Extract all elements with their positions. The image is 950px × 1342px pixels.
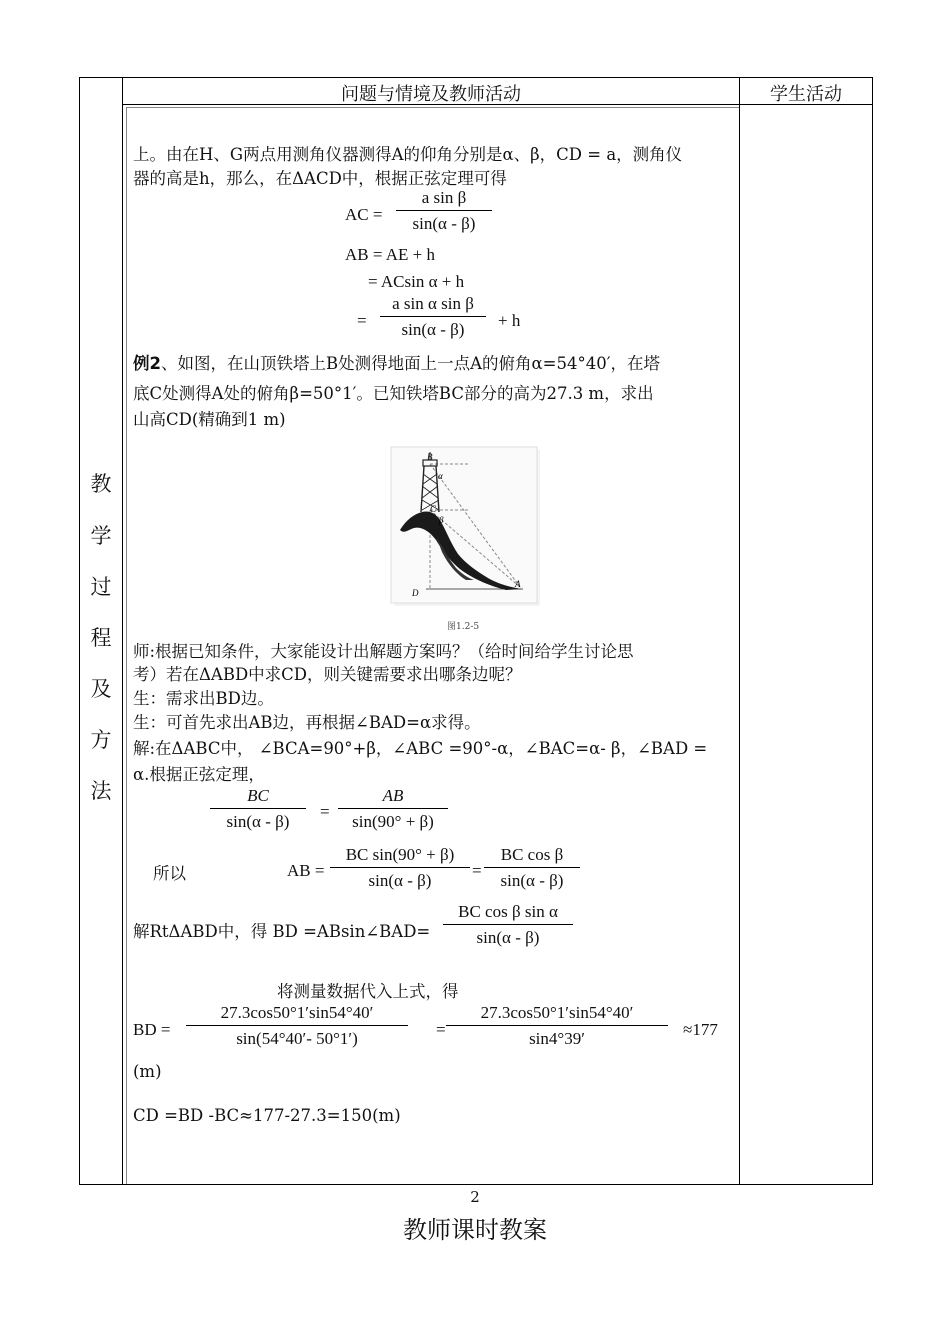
para1-line2: 器的高是h，那么，在ΔACD中，根据正弦定理可得 bbox=[133, 169, 507, 188]
side-label-char-2: 学 bbox=[90, 524, 112, 548]
bd-unit: (m) bbox=[133, 1062, 162, 1081]
bd-result: ≈177 bbox=[683, 1020, 718, 1039]
bd-value-fraction-1 bbox=[186, 1003, 408, 1049]
document-title: 教师课时教案 bbox=[403, 1216, 547, 1244]
sine-law-fraction-bc bbox=[210, 786, 306, 832]
ab2-lhs: AB = bbox=[287, 861, 325, 880]
bd-value-fraction-2-numerator: 27.3cos50°1′sin54°40′ bbox=[446, 1003, 668, 1026]
example2-label: 例2 bbox=[133, 354, 161, 373]
bd-value-fraction-2-denominator: sin4°39′ bbox=[529, 1029, 585, 1048]
figure-label-alpha: α bbox=[438, 471, 443, 481]
bd-value-fraction-2 bbox=[446, 1003, 668, 1049]
sine-law-ab-numerator: AB bbox=[338, 786, 448, 809]
so-label: 所以 bbox=[153, 864, 186, 883]
bd-lhs: BD = bbox=[133, 1020, 171, 1039]
bd-fraction bbox=[443, 902, 573, 948]
bd-value-fraction-1-numerator: 27.3cos50°1′sin54°40′ bbox=[186, 1003, 408, 1026]
teacher-line2: 考）若在ΔABD中求CD，则关键需要求出哪条边呢？ bbox=[133, 665, 522, 684]
student-line2: 生：可首先求出AB边，再根据∠BAD=α求得。 bbox=[133, 713, 481, 732]
mountain-tower-figure bbox=[390, 446, 542, 608]
ab-line3-eq: = bbox=[357, 311, 367, 330]
rt-triangle-text: 解RtΔABD中，得 BD =ABsin∠BAD= bbox=[133, 922, 431, 941]
ab2-fraction-1-denominator: sin(α - β) bbox=[368, 871, 432, 890]
figure-caption: 图1.2-5 bbox=[447, 622, 480, 632]
table-content-left-rule bbox=[126, 107, 127, 1184]
example2-line1 bbox=[133, 350, 660, 374]
table-header-rule-inner bbox=[126, 107, 739, 108]
side-label-char-6: 方 bbox=[90, 728, 112, 752]
ab2-fraction-2-denominator: sin(α - β) bbox=[500, 871, 564, 890]
table-border-right bbox=[872, 77, 873, 1185]
side-label-char-1: 教 bbox=[90, 472, 112, 496]
side-label-char-3: 过 bbox=[90, 575, 112, 599]
ab-numerator: a sin α sin β bbox=[380, 294, 486, 317]
substitute-text: 将测量数据代入上式，得 bbox=[277, 982, 459, 1001]
figure-label-d: D bbox=[412, 588, 419, 598]
example2-line3: 山高CD(精确到1 m) bbox=[133, 410, 286, 429]
ab-denominator: sin(α - β) bbox=[401, 320, 465, 339]
ab2-eq: = bbox=[472, 861, 482, 880]
student-line1: 生：需求出BD边。 bbox=[133, 689, 274, 708]
ac-fraction bbox=[396, 188, 492, 234]
sine-law-bc-denominator: sin(α - β) bbox=[226, 812, 290, 831]
solution-line1: 解:在ΔABC中， ∠BCA=90°+β，∠ABC =90°-α，∠BAC=α- β，∠BAD = bbox=[133, 739, 708, 758]
ab-fraction bbox=[380, 294, 486, 340]
header-main-activity: 问题与情境及教师活动 bbox=[341, 84, 521, 105]
ab2-fraction-1-numerator: BC sin(90° + β) bbox=[330, 845, 470, 868]
sine-law-fraction-ab bbox=[338, 786, 448, 832]
sine-law-bc-numerator: BC bbox=[210, 786, 306, 809]
side-label-char-7: 法 bbox=[90, 779, 112, 803]
example2-line2: 底C处测得A处的俯角β=50°1′。已知铁塔BC部分的高为27.3 m，求出 bbox=[133, 384, 654, 403]
ab-line2: = ACsin α + h bbox=[368, 272, 465, 291]
solution-line2: α.根据正弦定理， bbox=[133, 765, 265, 784]
table-divider-student bbox=[739, 77, 740, 1185]
side-label-char-4: 程 bbox=[90, 626, 112, 650]
ac-numerator: a sin β bbox=[396, 188, 492, 211]
ab2-fraction-2 bbox=[484, 845, 580, 891]
bd-value-eq: = bbox=[436, 1020, 446, 1039]
figure-label-beta: β bbox=[439, 515, 444, 525]
sine-law-eq: = bbox=[320, 802, 330, 821]
cd-result-line: CD =BD -BC≈177-27.3=150(m) bbox=[133, 1106, 401, 1125]
example2-line1-text: 、如图，在山顶铁塔上B处测得地面上一点A的俯角α=54°40′，在塔 bbox=[160, 354, 660, 373]
side-label-char-5: 及 bbox=[90, 677, 112, 701]
ab-line1: AB = AE + h bbox=[345, 245, 436, 264]
sine-law-ab-denominator: sin(90° + β) bbox=[352, 812, 434, 831]
para1-line1: 上。由在H、G两点用测角仪器测得A的仰角分别是α、β，CD = a，测角仪 bbox=[133, 145, 683, 164]
bd-fraction-numerator: BC cos β sin α bbox=[443, 902, 573, 925]
ab2-fraction-1 bbox=[330, 845, 470, 891]
bd-value-fraction-1-denominator: sin(54°40′- 50°1′) bbox=[236, 1029, 358, 1048]
bd-fraction-denominator: sin(α - β) bbox=[476, 928, 540, 947]
table-border-bottom bbox=[79, 1184, 873, 1185]
figure-label-b: B bbox=[427, 452, 433, 462]
ab2-fraction-2-numerator: BC cos β bbox=[484, 845, 580, 868]
ab-line3-tail: + h bbox=[498, 311, 521, 330]
table-divider-side bbox=[122, 77, 123, 1185]
figure-label-a: A bbox=[515, 579, 521, 589]
ac-denominator: sin(α - β) bbox=[412, 214, 476, 233]
figure-label-c: C bbox=[430, 504, 437, 514]
header-student-activity: 学生活动 bbox=[770, 84, 842, 105]
page-number: 2 bbox=[470, 1188, 480, 1206]
teacher-line1: 师:根据已知条件，大家能设计出解题方案吗？（给时间给学生讨论思 bbox=[133, 642, 634, 661]
table-border-top bbox=[79, 77, 873, 78]
ac-lhs: AC = bbox=[345, 205, 383, 224]
